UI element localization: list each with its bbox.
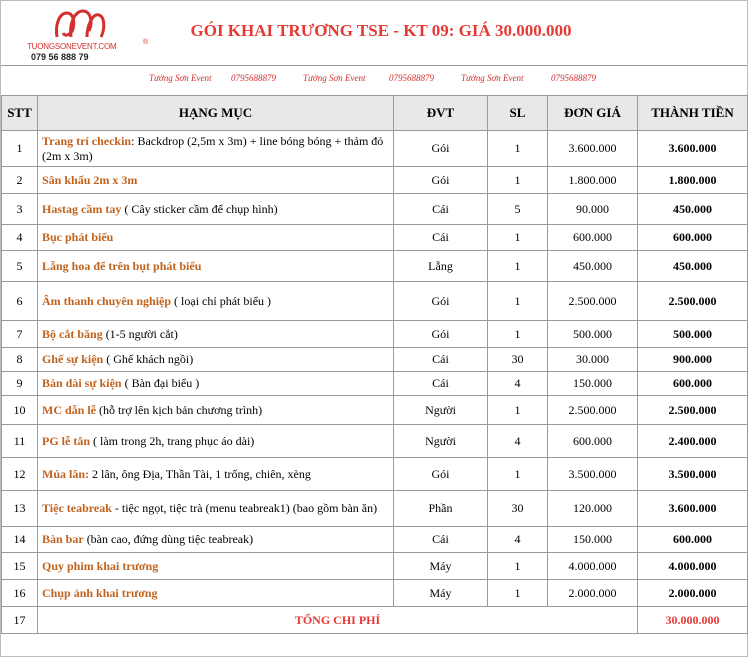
cell-qty: 30: [488, 348, 548, 372]
table-row: [2, 131, 748, 167]
cell-qty: 5: [488, 194, 548, 225]
cell-item: [38, 321, 394, 348]
cell-price: 90.000: [548, 194, 638, 225]
cell-unit: Cái: [394, 194, 488, 225]
cell-item: [38, 458, 394, 491]
cell-total: 4.000.000: [638, 553, 748, 580]
item-description: ( Cây sticker cầm để chụp hình): [121, 201, 278, 216]
cell-total: 500.000: [638, 321, 748, 348]
cell-price: 600.000: [548, 225, 638, 251]
cell-total: 900.000: [638, 348, 748, 372]
item-name: Tiệc teabreak: [42, 501, 112, 515]
cell-total: 450.000: [638, 251, 748, 282]
cell-stt: 4: [2, 225, 38, 251]
cell-stt: 17: [2, 607, 38, 634]
item-description: (hỗ trợ lên kịch bản chương trình): [96, 402, 263, 417]
cell-total: 600.000: [638, 225, 748, 251]
cell-qty: 30: [488, 491, 548, 527]
cell-unit: Lẵng: [394, 251, 488, 282]
cell-item: [38, 251, 394, 282]
cell-price: 3.600.000: [548, 131, 638, 167]
cell-qty: 1: [488, 167, 548, 194]
column-header-stt: STT: [2, 96, 38, 131]
cell-qty: 1: [488, 282, 548, 321]
item-description: (bàn cao, đứng dùng tiệc teabreak): [83, 532, 254, 546]
cell-item: [38, 167, 394, 194]
item-name: MC dẫn lễ: [42, 402, 96, 417]
cell-stt: 2: [2, 167, 38, 194]
table-row: [2, 580, 748, 607]
table-row: [2, 321, 748, 348]
item-name: Sân khấu 2m x 3m: [42, 172, 138, 187]
item-name: Bàn dài sự kiện: [42, 376, 122, 390]
cell-qty: 1: [488, 458, 548, 491]
table-header-row: [2, 96, 748, 131]
price-table: [1, 95, 748, 634]
cell-stt: 12: [2, 458, 38, 491]
cell-price: 2.500.000: [548, 396, 638, 425]
cell-price: 4.000.000: [548, 553, 638, 580]
cell-price: 2.000.000: [548, 580, 638, 607]
subheader-brand: Tường Sơn Event: [149, 73, 212, 83]
cell-total: 2.000.000: [638, 580, 748, 607]
table-row: [2, 348, 748, 372]
subheader-brand: Tường Sơn Event: [303, 73, 366, 83]
cell-stt: 7: [2, 321, 38, 348]
table-row: [2, 396, 748, 425]
cell-price: 1.800.000: [548, 167, 638, 194]
column-header-total: THÀNH TIỀN: [638, 96, 748, 131]
cell-stt: 1: [2, 131, 38, 167]
cell-stt: 14: [2, 527, 38, 553]
cell-qty: 1: [488, 580, 548, 607]
cell-unit: Cái: [394, 372, 488, 396]
total-value: 30.000.000: [638, 607, 748, 634]
cell-qty: 1: [488, 131, 548, 167]
item-name: Lẵng hoa để trên bụt phát biểu: [42, 258, 202, 273]
cell-stt: 10: [2, 396, 38, 425]
registered-icon: ®: [143, 39, 149, 46]
cell-item: [38, 491, 394, 527]
header: [1, 1, 747, 66]
table-row: [2, 282, 748, 321]
cell-unit: Người: [394, 425, 488, 458]
cell-unit: Máy: [394, 553, 488, 580]
cell-item: [38, 580, 394, 607]
item-name: Ghế sự kiện: [42, 352, 104, 366]
subheader-brand: Tường Sơn Event: [461, 73, 524, 83]
page-title: GÓI KHAI TRƯƠNG TSE - KT 09: GIÁ 30.000.000: [190, 21, 572, 40]
total-row: [2, 607, 748, 634]
cell-qty: 4: [488, 372, 548, 396]
cell-item: [38, 553, 394, 580]
item-name: Hastag cầm tay: [42, 201, 122, 216]
table-row: [2, 372, 748, 396]
column-header-qty: SL: [488, 96, 548, 131]
logo-brand: TUONGSONEVENT.COM: [27, 42, 117, 51]
cell-qty: 1: [488, 321, 548, 348]
cell-price: 120.000: [548, 491, 638, 527]
item-name: Quy phim khai trương: [42, 558, 159, 573]
item-description: ( Bàn đại biểu ): [121, 376, 200, 390]
cell-item: [38, 425, 394, 458]
item-description: 2 lân, ông Địa, Thần Tài, 1 trống, chiên, xèng: [89, 466, 311, 481]
total-label: TỔNG CHI PHÍ: [38, 607, 638, 634]
cell-unit: Gói: [394, 458, 488, 491]
item-name: Múa lân:: [42, 466, 90, 481]
item-name: PG lễ tân: [42, 433, 90, 448]
cell-unit: Gói: [394, 167, 488, 194]
column-header-unit: ĐVT: [394, 96, 488, 131]
cell-price: 600.000: [548, 425, 638, 458]
cell-item: [38, 282, 394, 321]
table-row: [2, 425, 748, 458]
table-row: [2, 553, 748, 580]
cell-qty: 4: [488, 425, 548, 458]
cell-unit: Cái: [394, 225, 488, 251]
item-name: Bục phát biểu: [42, 230, 114, 244]
cell-item: [38, 527, 394, 553]
subheader-phone: 0795688879: [231, 73, 276, 83]
cell-unit: Cái: [394, 348, 488, 372]
cell-item: [38, 194, 394, 225]
cell-price: 30.000: [548, 348, 638, 372]
item-description: : Backdrop (2,5m x 3m) + line bóng bóng + thảm đỏ (2m x 3m): [42, 133, 384, 163]
item-name: Bàn bar: [42, 532, 84, 546]
table-row: [2, 458, 748, 491]
item-name: Âm thanh chuyên nghiệp: [42, 293, 172, 308]
item-name: Chụp ảnh khai trương: [42, 585, 158, 600]
cell-price: 150.000: [548, 372, 638, 396]
cell-unit: Máy: [394, 580, 488, 607]
item-description: (1-5 người cắt): [102, 326, 178, 341]
cell-total: 2.400.000: [638, 425, 748, 458]
column-header-price: ĐƠN GIÁ: [548, 96, 638, 131]
cell-item: [38, 225, 394, 251]
item-description: ( loại chỉ phát biểu ): [171, 293, 272, 308]
table-row: [2, 194, 748, 225]
cell-qty: 4: [488, 527, 548, 553]
cell-qty: 1: [488, 225, 548, 251]
subheader: [1, 66, 747, 94]
cell-item: [38, 396, 394, 425]
cell-price: 500.000: [548, 321, 638, 348]
cell-total: 3.600.000: [638, 491, 748, 527]
cell-stt: 16: [2, 580, 38, 607]
subheader-phone: 0795688879: [551, 73, 596, 83]
cell-total: 2.500.000: [638, 282, 748, 321]
logo-phone: 079 56 888 79: [31, 52, 89, 62]
cell-stt: 13: [2, 491, 38, 527]
cell-stt: 15: [2, 553, 38, 580]
cell-total: 3.600.000: [638, 131, 748, 167]
cell-unit: Gói: [394, 321, 488, 348]
logo: [21, 7, 149, 63]
cell-stt: 6: [2, 282, 38, 321]
item-description: ( làm trong 2h, trang phục áo dài): [90, 433, 255, 448]
cell-item: [38, 131, 394, 167]
cell-unit: Phần: [394, 491, 488, 527]
cell-total: 600.000: [638, 372, 748, 396]
item-description: - tiệc ngọt, tiệc trà (menu teabreak1) (bao gồm bàn ăn): [111, 501, 378, 515]
table-row: [2, 225, 748, 251]
table-row: [2, 167, 748, 194]
column-header-item: HẠNG MỤC: [38, 96, 394, 131]
table-row: [2, 251, 748, 282]
cell-price: 3.500.000: [548, 458, 638, 491]
item-name: Bộ cắt băng: [42, 326, 103, 341]
cell-qty: 1: [488, 553, 548, 580]
cell-qty: 1: [488, 251, 548, 282]
cell-total: 1.800.000: [638, 167, 748, 194]
cell-stt: 5: [2, 251, 38, 282]
item-description: ( Ghế khách ngồi): [103, 352, 194, 366]
cell-qty: 1: [488, 396, 548, 425]
cell-stt: 8: [2, 348, 38, 372]
cell-total: 600.000: [638, 527, 748, 553]
cell-unit: Người: [394, 396, 488, 425]
table-row: [2, 527, 748, 553]
table-row: [2, 491, 748, 527]
cell-total: 3.500.000: [638, 458, 748, 491]
cell-unit: Gói: [394, 131, 488, 167]
cell-price: 450.000: [548, 251, 638, 282]
cell-price: 2.500.000: [548, 282, 638, 321]
cell-item: [38, 372, 394, 396]
subheader-phone: 0795688879: [389, 73, 434, 83]
cell-stt: 3: [2, 194, 38, 225]
cell-stt: 11: [2, 425, 38, 458]
cell-total: 450.000: [638, 194, 748, 225]
cell-price: 150.000: [548, 527, 638, 553]
item-name: Trang trí checkin: [42, 133, 132, 148]
cell-unit: Cái: [394, 527, 488, 553]
cell-unit: Gói: [394, 282, 488, 321]
logo-icon: [53, 7, 109, 41]
cell-stt: 9: [2, 372, 38, 396]
cell-item: [38, 348, 394, 372]
cell-total: 2.500.000: [638, 396, 748, 425]
